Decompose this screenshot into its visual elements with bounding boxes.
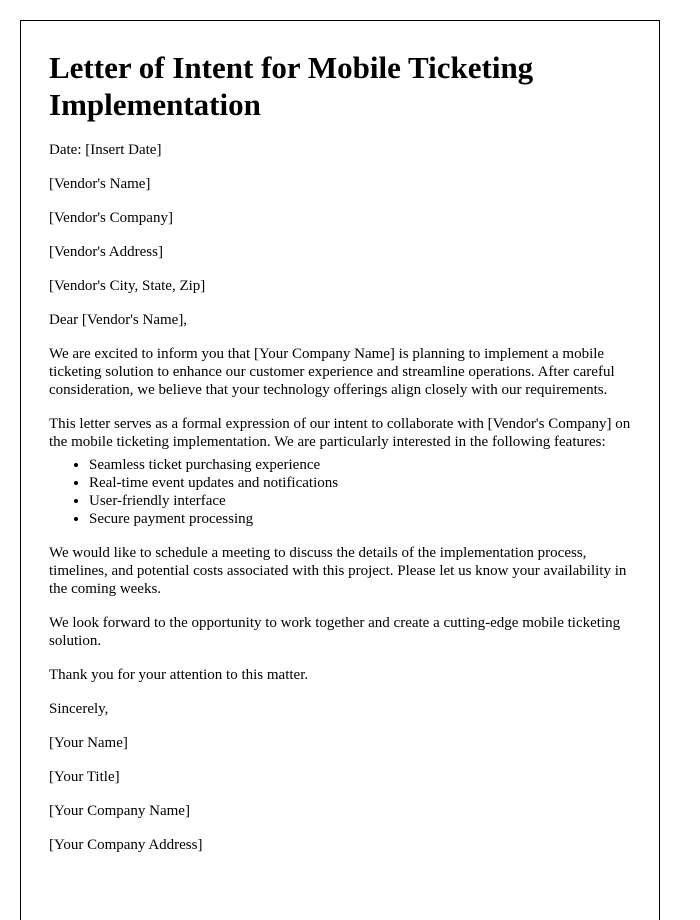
vendor-city-state-zip: [Vendor's City, State, Zip]: [49, 278, 206, 294]
sender-company: [Your Company Name]: [49, 803, 190, 819]
closing: Sincerely,: [49, 701, 109, 717]
date-line: Date: [Insert Date]: [49, 142, 162, 158]
body-paragraph: This letter serves as a formal expression of our intent to collaborate with [Vendor's Company] on the mobile ticketing implementation. We are particularly interested in the following features:: [49, 416, 631, 450]
letter-title: Letter of Intent for Mobile Ticketing Implementation: [49, 50, 534, 122]
sender-name: [Your Name]: [49, 735, 128, 751]
body-paragraph: We would like to schedule a meeting to discuss the details of the implementation process, timelines, and potential costs associated with this project. Please let us know your availability in the coming weeks.: [49, 545, 627, 597]
vendor-company: [Vendor's Company]: [49, 210, 173, 226]
vendor-name: [Vendor's Name]: [49, 176, 151, 192]
feature-list: [49, 456, 631, 528]
feature-item: • Real-time event updates and notifications: [89, 474, 631, 492]
vendor-address: [Vendor's Address]: [49, 244, 163, 260]
sender-title: [Your Title]: [49, 769, 120, 785]
feature-item: • Secure payment processing: [89, 510, 631, 528]
salutation: Dear [Vendor's Name],: [49, 312, 188, 328]
body-paragraph: We are excited to inform you that [Your Company Name] is planning to implement a mobile ticketing solution to enhance our customer experience and streamline operations. After careful consideration, we believe that your technology offerings align closely with our requirements.: [49, 346, 615, 398]
letter-page: [20, 20, 660, 920]
body-paragraph: We look forward to the opportunity to work together and create a cutting-edge mobile ticketing solution.: [49, 615, 621, 649]
body-paragraph: Thank you for your attention to this matter.: [49, 667, 309, 683]
sender-address: [Your Company Address]: [49, 837, 203, 853]
feature-item: • User-friendly interface: [89, 492, 631, 510]
feature-item: • Seamless ticket purchasing experience: [89, 456, 631, 474]
